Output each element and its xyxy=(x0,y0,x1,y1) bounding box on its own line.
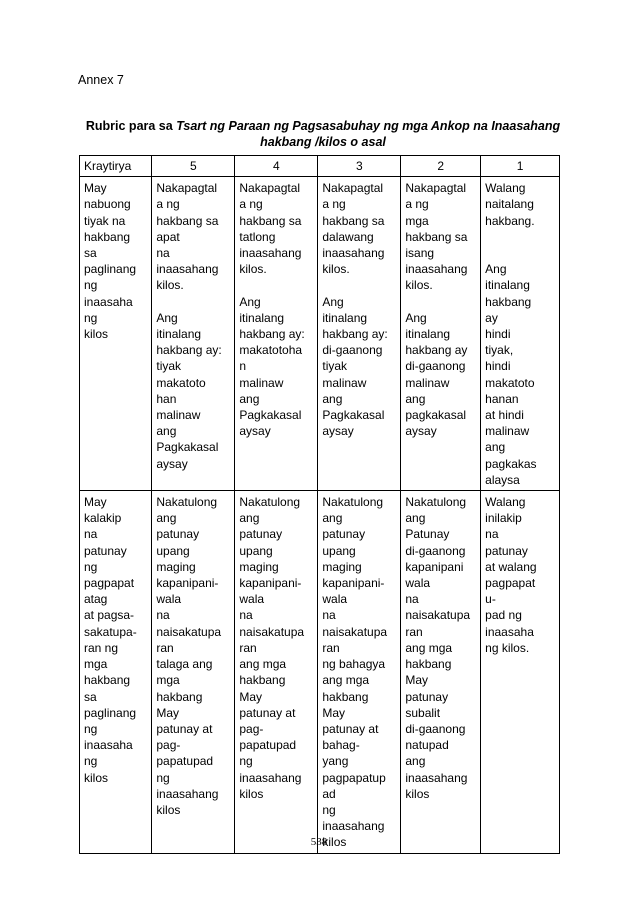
table-cell: Nakapagtal a ng hakbang sa tatlong inaasahang kilos. Ang itinalang hakbang ay: makatotoha n malinaw ang Pagkakasal aysay xyxy=(235,177,318,491)
rubric-table xyxy=(79,155,560,854)
table-cell: Walang inilakip na patunay at walang pagpapat u- pad ng inaasaha ng kilos. xyxy=(481,491,560,853)
table-cell: Nakatulong ang Patunay di-gaanong kapanipani wala na naisakatupa ran ang mga hakbang May patunay subalit di-gaanong natupad ang inaasahang kilos xyxy=(401,491,481,853)
table-cell: May nabuong tiyak na hakbang sa paglinang ng inaasaha ng kilos xyxy=(80,177,152,491)
table-header-row xyxy=(80,156,560,177)
title-italic: Tsart ng Paraan ng Pagsasabuhay ng mga Ankop na Inaasahang hakbang /kilos o asal xyxy=(176,119,561,149)
table-cell: Nakatulong ang patunay upang maging kapanipani- wala na naisakatupa ran ang mga hakbang May patunay at pag- papatupad ng inaasahang kilos xyxy=(235,491,318,853)
header-score-5: 5 xyxy=(152,156,235,177)
table-cell: Nakatulong ang patunay upang maging kapanipani- wala na naisakatupa ran ng bahagya ang mga hakbang May patunay at bahag- yang pagpapatup ad ng inaasahang kilos xyxy=(318,491,401,853)
header-score-2: 2 xyxy=(401,156,481,177)
header-score-4: 4 xyxy=(235,156,318,177)
page-number: 538 xyxy=(310,836,328,848)
rubric-title xyxy=(78,118,568,150)
header-score-1: 1 xyxy=(481,156,560,177)
table-row xyxy=(80,491,560,853)
table-cell: Nakatulong ang patunay upang maging kapanipani- wala na naisakatupa ran talaga ang mga hakbang May patunay at pag- papatupad ng inaasahang kilos xyxy=(152,491,235,853)
header-criteria: Kraytirya xyxy=(80,156,152,177)
header-score-3: 3 xyxy=(318,156,401,177)
table-cell: May kalakip na patunay ng pagpapat atag at pagsa- sakatupa- ran ng mga hakbang sa paglinang ng inaasaha ng kilos xyxy=(80,491,152,853)
table-row xyxy=(80,177,560,491)
table-cell: Walang naitalang hakbang. Ang itinalang hakbang ay hindi tiyak, hindi makatoto hanan at hindi malinaw ang pagkakas alaysa xyxy=(481,177,560,491)
table-cell: Nakapagtal a ng mga hakbang sa isang inaasahang kilos. Ang itinalang hakbang ay di-gaanong malinaw ang pagkakasal aysay xyxy=(401,177,481,491)
table-cell: Nakapagtal a ng hakbang sa apat na inaasahang kilos. Ang itinalang hakbang ay: tiyak makatoto han malinaw ang Pagkakasal aysay xyxy=(152,177,235,491)
annex-label: Annex 7 xyxy=(78,73,124,87)
title-prefix: Rubric para sa xyxy=(85,119,177,133)
table-cell: Nakapagtal a ng hakbang sa dalawang inaasahang kilos. Ang itinalang hakbang ay: di-gaanong tiyak malinaw ang Pagkakasal aysay xyxy=(318,177,401,491)
